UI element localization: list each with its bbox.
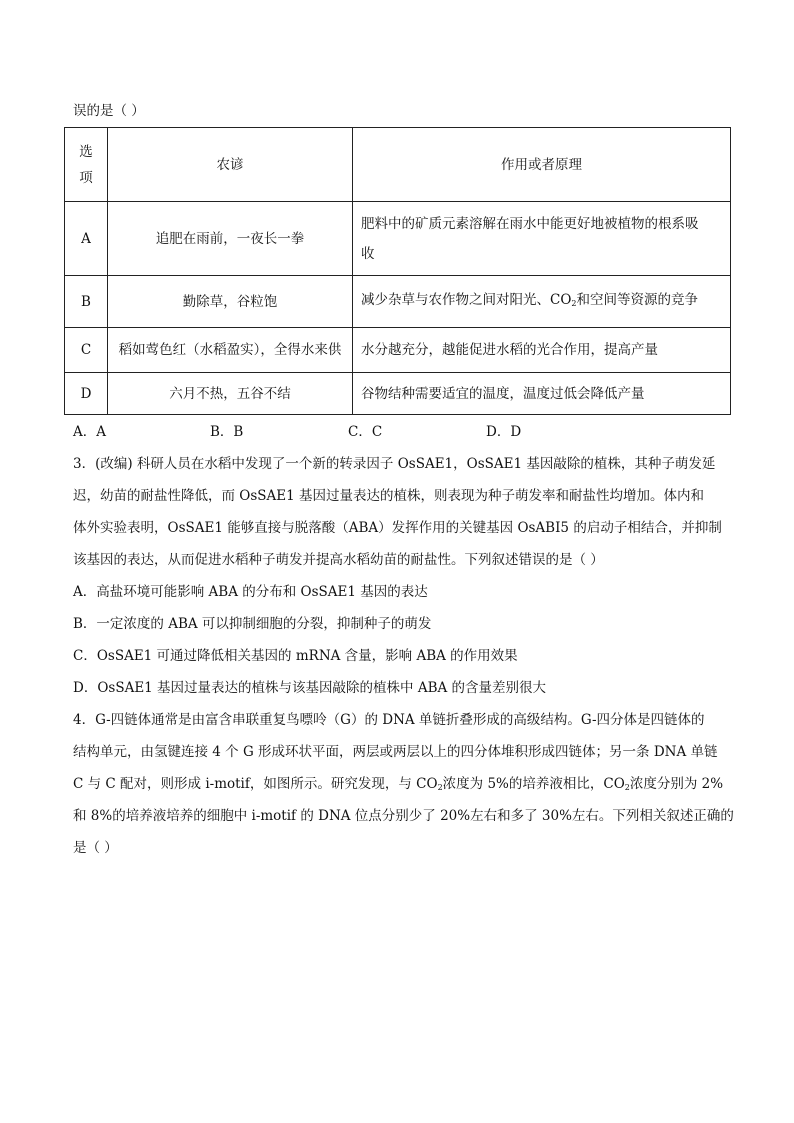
table-row <box>65 202 731 276</box>
question-4-line: 4．G-四链体通常是由富含串联重复鸟嘌呤（G）的 DNA 单链折叠形成的高级结构。G-四分体是四链体的 <box>73 712 705 728</box>
question-4-line <box>73 774 723 798</box>
header-option-cell <box>65 128 108 202</box>
table-row <box>65 276 731 328</box>
subscript: 2 <box>624 783 630 792</box>
question-3-option-c: C．OsSAE1 可通过降低相关基因的 mRNA 含量，影响 ABA 的作用效果 <box>73 648 518 664</box>
question-3-line: 该基因的表达，从而促进水稻种子萌发并提高水稻幼苗的耐盐性。下列叙述错误的是（ ） <box>73 552 604 568</box>
question-4-text: 浓度分别为 2% <box>629 776 724 792</box>
question-3-option-b: B．一定浓度的 ABA 可以抑制细胞的分裂，抑制种子的萌发 <box>73 616 432 632</box>
question-2-stem-tail: 误的是（ ） <box>73 103 145 119</box>
row-explanation: 谷物结种需要适宜的温度，温度过低会降低产量 <box>353 373 731 415</box>
subscript: 2 <box>571 298 577 308</box>
subscript: 2 <box>437 783 443 792</box>
header-option-char-1: 选 <box>79 143 93 160</box>
question-3-line: 3．(改编) 科研人员在水稻中发现了一个新的转录因子 OsSAE1，OsSAE1 基因敲除的植株，其种子萌发延 <box>73 456 716 472</box>
row-explanation-line-2: 收 <box>361 245 375 262</box>
option-b: B．B <box>210 424 244 440</box>
header-option-char-2: 项 <box>79 169 93 186</box>
option-c: C．C <box>348 424 383 440</box>
question-3-option-a: A．高盐环境可能影响 ABA 的分布和 OsSAE1 基因的表达 <box>73 584 428 600</box>
row-proverb: 追肥在雨前，一夜长一拳 <box>108 202 353 276</box>
row-explanation-line-1: 肥料中的矿质元素溶解在雨水中能更好地被植物的根系吸 <box>361 215 699 232</box>
question-4-text: 浓度为 5%的培养液相比，CO <box>442 776 625 792</box>
header-explanation: 作用或者原理 <box>353 128 731 202</box>
header-proverb: 农谚 <box>108 128 353 202</box>
table-row <box>65 328 731 373</box>
proverb-table <box>64 127 731 415</box>
question-4-line: 结构单元，由氢键连接 4 个 G 形成环状平面，两层或两层以上的四分体堆积形成四链体；另一条 DNA 单链 <box>73 744 718 760</box>
row-explanation: 水分越充分，越能促进水稻的光合作用，提高产量 <box>353 328 731 373</box>
table-header-row <box>65 128 731 202</box>
row-proverb: 六月不热，五谷不结 <box>108 373 353 415</box>
question-3-option-d: D．OsSAE1 基因过量表达的植株与该基因敲除的植株中 ABA 的含量差别很大 <box>73 680 547 696</box>
question-3-line: 迟，幼苗的耐盐性降低，而 OsSAE1 基因过量表达的植株，则表现为种子萌发率和耐盐性均增加。体内和 <box>73 488 705 504</box>
question-4-text: C 与 C 配对，则形成 i-motif，如图所示。研究发现，与 CO <box>73 776 438 792</box>
option-d: D．D <box>486 424 522 440</box>
row-explanation <box>353 276 731 328</box>
question-3-line: 体外实验表明，OsSAE1 能够直接与脱落酸（ABA）发挥作用的关键基因 OsABI5 的启动子相结合，并抑制 <box>73 520 722 536</box>
row-label: D <box>65 373 108 415</box>
row-label: A <box>65 202 108 276</box>
row-proverb: 勤除草，谷粒饱 <box>108 276 353 328</box>
row-label: B <box>65 276 108 328</box>
row-explanation <box>353 202 731 276</box>
row-proverb: 稻如莺色红（水稻盈实），全得水来供 <box>108 328 353 373</box>
question-4-line: 和 8%的培养液培养的细胞中 i-motif 的 DNA 位点分别少了 20%左右和多了 30%左右。下列相关叙述正确的 <box>73 808 734 824</box>
row-label: C <box>65 328 108 373</box>
row-explanation-text: 减少杂草与农作物之间对阳光、CO <box>361 291 572 308</box>
option-a: A．A <box>73 424 106 440</box>
row-explanation-text: 和空间等资源的竞争 <box>576 291 698 308</box>
table-row <box>65 373 731 415</box>
question-4-line: 是（ ） <box>73 840 118 856</box>
